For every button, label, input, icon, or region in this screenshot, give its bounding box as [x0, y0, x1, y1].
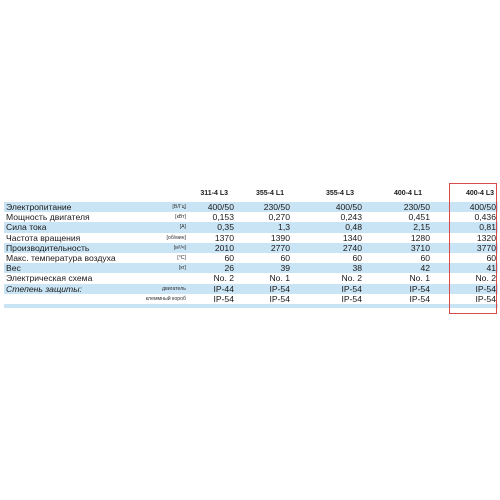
- table-cell: IP-44: [213, 283, 234, 294]
- table-row-max-air-temperature: [4, 253, 498, 263]
- table-cell: 0,48: [345, 222, 362, 233]
- table-cell: 230/50: [403, 202, 430, 212]
- table-cell: IP-54: [341, 293, 362, 304]
- table-cell: No. 1: [269, 273, 290, 284]
- row-unit: [об/мин]: [166, 234, 186, 241]
- table-cell: 1280: [410, 232, 430, 243]
- row-label: Мощность двигателя: [6, 212, 90, 223]
- table-cell: 60: [280, 252, 290, 263]
- table-row-current: [4, 222, 498, 232]
- table-cell: 1390: [270, 232, 290, 243]
- table-row-power-supply: [4, 202, 498, 212]
- row-label: Степень защиты:: [6, 283, 82, 294]
- model-header-highlighted: 400-4 L3: [465, 190, 494, 197]
- row-label: Макс. температура воздуха: [6, 252, 116, 263]
- row-unit: [A]: [179, 224, 186, 231]
- row-unit: [В/Гц]: [172, 204, 186, 210]
- model-header: 400-4 L1: [393, 190, 422, 197]
- table-cell: 2,15: [413, 222, 430, 233]
- table-row-bottom-band: [4, 304, 498, 308]
- table-cell: 41: [486, 263, 496, 274]
- table-cell: 60: [352, 252, 362, 263]
- table-row-rotation-speed: [4, 233, 498, 243]
- table-cell: 3710: [410, 242, 430, 253]
- table-cell: No. 2: [213, 273, 234, 284]
- table-cell: 1370: [214, 232, 234, 243]
- table-row-airflow: [4, 243, 498, 253]
- table-cell: 0,35: [217, 222, 234, 233]
- table-cell: 0,270: [268, 212, 290, 223]
- row-label: Электрическая схема: [6, 273, 93, 284]
- table-cell: 39: [280, 263, 290, 274]
- table-cell: IP-54: [341, 283, 362, 294]
- table-cell: 0,436: [474, 212, 496, 223]
- table-row-wiring-diagram: [4, 273, 498, 283]
- table-row-motor-power: [4, 212, 498, 222]
- table-cell: 0,243: [340, 212, 362, 223]
- row-unit: [кВт]: [175, 214, 186, 221]
- row-label: Частота вращения: [6, 232, 81, 243]
- table-cell: 2740: [342, 242, 362, 253]
- row-label: Электропитание: [6, 202, 72, 212]
- table-cell: 42: [420, 263, 430, 274]
- table-cell: IP-54: [409, 293, 430, 304]
- table-cell: No. 2: [341, 273, 362, 284]
- model-header-row: [4, 186, 498, 202]
- table-cell: 230/50: [263, 202, 290, 212]
- table-cell: 0,451: [408, 212, 430, 223]
- table-cell: IP-54: [269, 293, 290, 304]
- table-cell: 0,81: [479, 222, 496, 233]
- table-cell: 60: [420, 252, 430, 263]
- table-cell: 400/50: [207, 202, 234, 212]
- table-row-protection-terminal-box: [4, 294, 498, 304]
- table-cell: 400/50: [335, 202, 362, 212]
- table-cell: 60: [224, 252, 234, 263]
- row-unit: [°C]: [177, 254, 186, 261]
- table-cell: 26: [224, 263, 234, 274]
- row-unit: [м³/ч]: [173, 244, 186, 251]
- table-cell: IP-54: [475, 283, 496, 294]
- table-cell: 3770: [476, 242, 496, 253]
- table-cell: 1320: [476, 232, 496, 243]
- model-header: 311-4 L3: [200, 190, 228, 197]
- table-cell: No. 2: [475, 273, 496, 284]
- table-cell: 38: [352, 263, 362, 274]
- table-cell: 2770: [270, 242, 290, 253]
- table-cell: IP-54: [269, 283, 290, 294]
- table-cell: 1340: [342, 232, 362, 243]
- row-unit: клеммный короб: [145, 295, 186, 302]
- table-cell: No. 1: [409, 273, 430, 284]
- row-label: Сила тока: [6, 222, 47, 233]
- table-cell: 0,153: [212, 212, 234, 223]
- model-header: 355-4 L1: [255, 190, 284, 197]
- row-label: Вес: [6, 263, 21, 274]
- table-row-weight: [4, 263, 498, 273]
- table-cell: 60: [486, 252, 496, 263]
- table-cell: 400/50: [469, 202, 496, 212]
- table-cell: IP-54: [475, 293, 496, 304]
- table-cell: IP-54: [409, 283, 430, 294]
- table-row-protection-motor: [4, 284, 498, 294]
- table-cell: IP-54: [213, 293, 234, 304]
- row-label: Производительность: [6, 242, 90, 253]
- row-unit: [кг]: [178, 265, 186, 272]
- table-cell: 2010: [214, 242, 234, 253]
- model-header: 355-4 L3: [325, 190, 354, 197]
- table-cell: 1,3: [278, 222, 290, 233]
- specification-table: [4, 186, 498, 308]
- row-unit: двигатель: [162, 285, 186, 292]
